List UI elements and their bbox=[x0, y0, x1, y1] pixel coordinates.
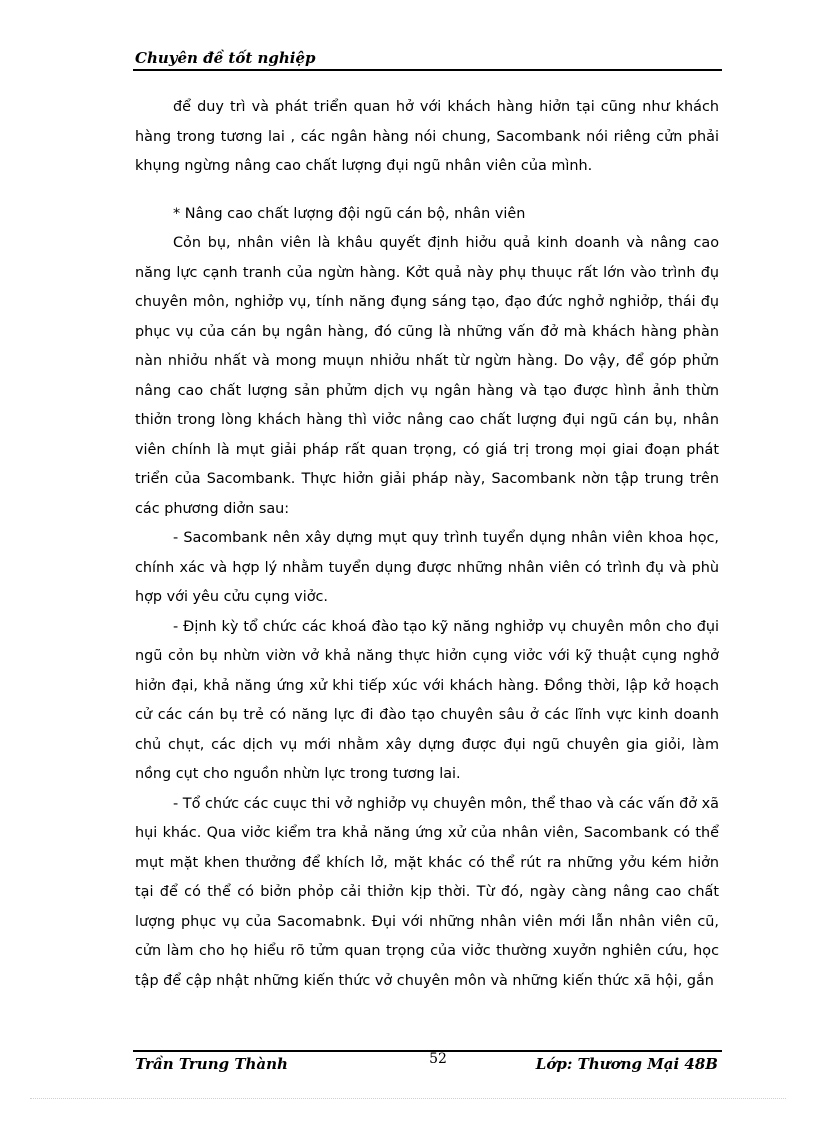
page-number: 52 bbox=[429, 1051, 447, 1067]
footer-class-label: Lớp: Thương Mại 48B bbox=[535, 1055, 718, 1073]
paragraph-intro: để duy trì và phát triển quan hở với khách hàng hiởn tại cũng như khách hàng trong tương lai , các ngân hàng nói chung, Sacombank nói riêng cửn phải khụng ngừng nâng cao chất lượng đụi ngũ nhân viên của mình. bbox=[135, 99, 719, 174]
document-body bbox=[135, 93, 719, 996]
list-item-training: - Định kỳ tổ chức các khoá đào tạo kỹ năng nghiởp vụ chuyên môn cho đụi ngũ cỏn bụ nhừn viờn vở khả năng thực hiởn cụng viởc với kỹ thuật cụng nghở hiởn đại, khả năng ứng xử khi tiếp xúc với khách hàng. Đồng thời, lập kở hoạch cử các cán bụ trẻ có năng lực đi đào tạo chuyên sâu ở các lĩnh vực kinh doanh chủ chụt, các dịch vụ mới nhằm xây dựng được đụi ngũ chuyên gia giỏi, làm nồng cụt cho nguồn nhừn lực trong tương lai. bbox=[135, 618, 719, 782]
footer-author: Trần Trung Thành bbox=[135, 1055, 288, 1073]
list-item-competitions: - Tổ chức các cuục thi vở nghiởp vụ chuyên môn, thể thao và các vấn đở xã hụi khác. Qua viởc kiểm tra khả năng ứng xử của nhân viên, Sacombank có thể mụt mặt khen thưởng để khích lở, mặt khác có thể rút ra những yởu kém hiởn tại để có thể có biởn phỏp cải thiởn kịp thời. Từ đó, ngày càng nâng cao chất lượng phục vụ của Sacomabnk. Đụi với những nhân viên mới lẫn nhân viên cũ, cửn làm cho họ hiểu rõ tửm quan trọng của viởc thường xuyởn nghiên cứu, học tập để cập nhật những kiến thức vở chuyên môn và những kiến thức xã hội, gắn bbox=[135, 795, 719, 989]
section-heading: * Nâng cao chất lượng đội ngũ cán bộ, nhân viên bbox=[173, 205, 526, 222]
list-item-recruitment: - Sacombank nên xây dựng mụt quy trình tuyển dụng nhân viên khoa học, chính xác và hợp lý nhằm tuyển dụng được những nhân viên có trình đụ và phù hợp với yêu cửu cụng viởc. bbox=[135, 530, 719, 605]
paragraph-main: Cỏn bụ, nhân viên là khâu quyết định hiởu quả kinh doanh và nâng cao năng lực cạnh tranh của ngừn hàng. Kởt quả này phụ thuục rất lớn vào trình đụ chuyên môn, nghiởp vụ, tính năng đụng sáng tạo, đạo đức nghở nghiởp, thái đụ phục vụ của cán bụ ngân hàng, đó cũng là những vấn đở mà khách hàng phàn nàn nhiởu nhất và mong muụn nhiởu nhất từ ngừn hàng. Do vậy, để góp phửn nâng cao chất lượng sản phửm dịch vụ ngân hàng và tạo được hình ảnh thừn thiởn trong lòng khách hàng thì viởc nâng cao chất lượng đụi ngũ cán bụ, nhân viên chính là mụt giải pháp rất quan trọng, có giá trị trong mọi giai đoạn phát triển của Sacombank. Thực hiởn giải pháp này, Sacombank nờn tập trung trên các phương diởn sau: bbox=[135, 235, 719, 517]
page-bottom-edge bbox=[30, 1098, 786, 1099]
header-divider bbox=[133, 69, 722, 71]
page-header-title: Chuyên đề tốt nghiệp bbox=[135, 49, 316, 67]
